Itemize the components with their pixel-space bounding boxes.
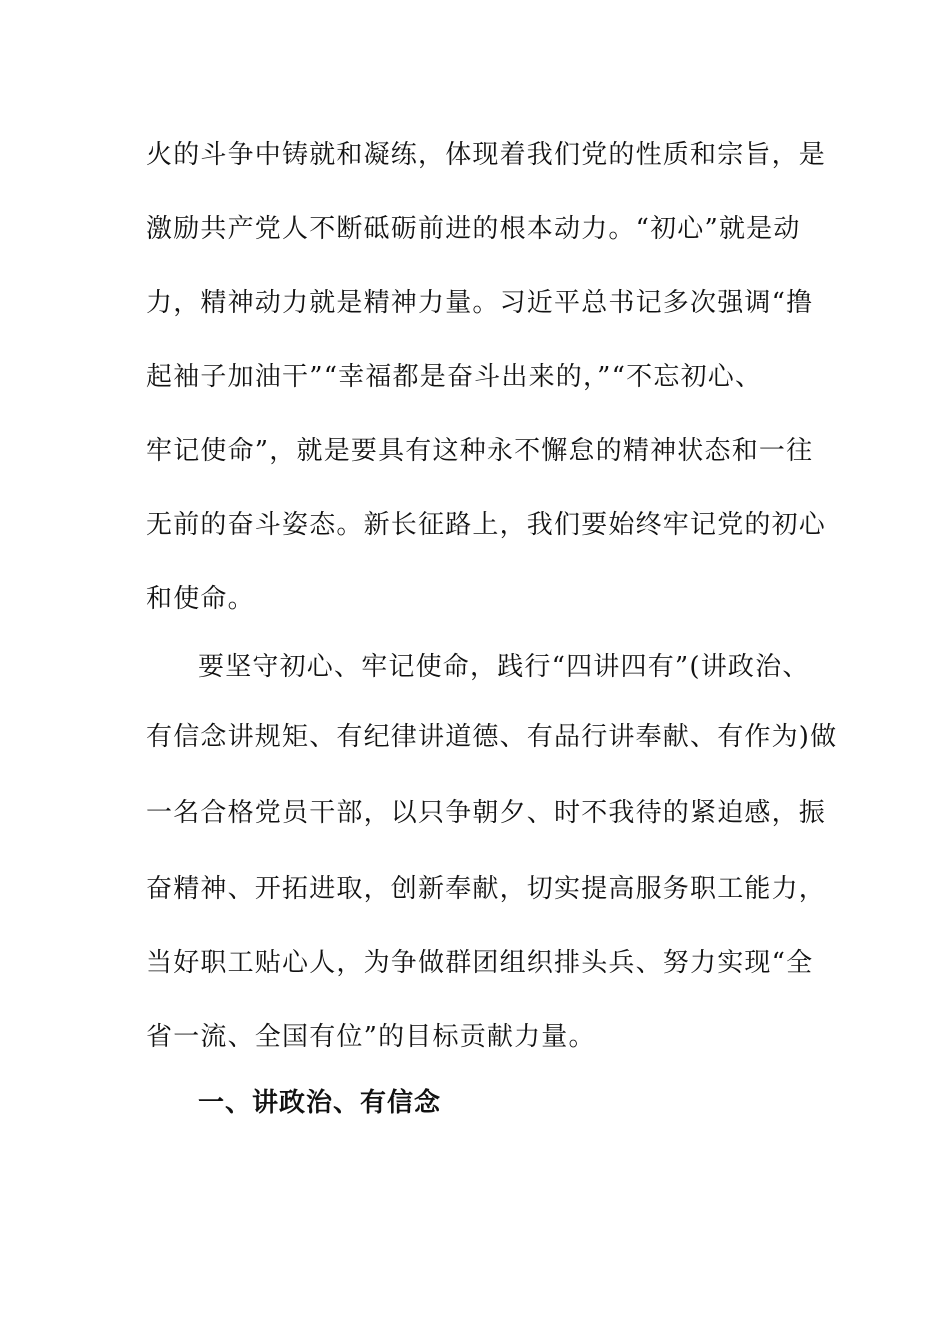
text-line: 牢记使命”，就是要具有这种永不懈怠的精神状态和一往: [146, 436, 814, 466]
section-heading: 一、讲政治、有信念: [198, 1088, 442, 1118]
text-line: 激励共产党人不断砥砺前进的根本动力。“初心”就是动: [146, 214, 801, 244]
text-line: 起袖子加油干”“幸福都是奋斗出来的，”“不忘初心、: [146, 362, 763, 392]
text-line: 一名合格党员干部，以只争朝夕、时不我待的紧迫感，振: [146, 798, 827, 828]
text-line: 要坚守初心、牢记使命，践行“四讲四有”(讲政治、: [198, 652, 810, 682]
text-line: 有信念讲规矩、有纪律讲道德、有品行讲奉献、有作为)做: [146, 722, 838, 752]
text-line: 火的斗争中铸就和凝练，体现着我们党的性质和宗旨，是: [146, 140, 827, 170]
text-line: 力，精神动力就是精神力量。习近平总书记多次强调“撸: [146, 288, 814, 318]
text-line: 当好职工贴心人，为争做群团组织排头兵、努力实现“全: [146, 948, 814, 978]
text-line: 无前的奋斗姿态。新长征路上，我们要始终牢记党的初心: [146, 510, 827, 540]
text-line: 奋精神、开拓进取，创新奉献，切实提高服务职工能力，: [146, 874, 827, 904]
text-line: 和使命。: [146, 584, 255, 614]
text-line: 省一流、全国有位”的目标贡献力量。: [146, 1022, 596, 1052]
